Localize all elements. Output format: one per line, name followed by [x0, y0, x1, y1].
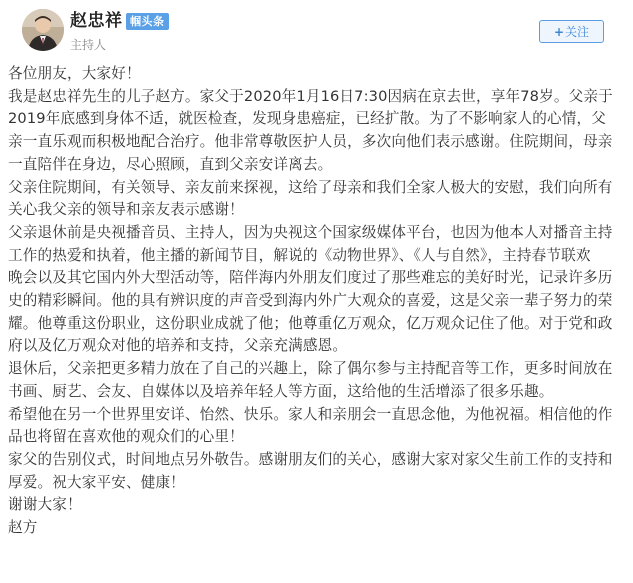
text-line: 关心我父亲的领导和亲友表示感谢！: [8, 201, 244, 219]
avatar-photo-icon: [22, 9, 64, 51]
text-line: 希望他在另一个世界里安详、怡然、快乐。家人和亲朋会一直思念他，为他祝福。相信他的作: [8, 405, 613, 423]
text-line: 退休后，父亲把更多精力放在了自己的兴趣上，除了偶尔参与主持配音等工作，更多时间放在: [8, 360, 613, 378]
text-line: 各位朋友，大家好！: [8, 65, 141, 82]
text-line: 厚爱。祝大家平安、健康！: [8, 473, 185, 491]
text-line: 史的精彩瞬间。他的具有辨识度的声音受到海内外广大观众的喜爱，这是父亲一辈子努力的荣: [8, 292, 613, 310]
text-line: 父亲退休前是央视播音员、主持人，因为央视这个国家级媒体平台，也因为他本人对播音主持: [8, 223, 613, 241]
follow-button[interactable]: [539, 20, 604, 43]
author-name[interactable]: 赵忠祥: [70, 11, 123, 31]
article-body: [8, 63, 628, 540]
text-line: 工作的热爱和执着，他主播的新闻节目，解说的《动物世界》、《人与自然》，主持春节联欢: [8, 246, 591, 264]
text-line: 亲一直乐观而积极地配合治疗。他非常尊敬医护人员，多次向他们表示感谢。住院期间，母亲: [8, 133, 613, 151]
text-line: 耀。他尊重这份职业，这份职业成就了他；他尊重亿万观众，亿万观众记住了他。对于党和政: [8, 314, 613, 332]
text-line: 我是赵忠祥先生的儿子赵方。家父于2020年1月16日7:30因病在京去世，享年78岁。父亲于: [8, 87, 613, 105]
author-header: [0, 0, 633, 60]
plus-icon: +: [553, 25, 565, 39]
follow-label: 关注: [565, 25, 590, 39]
headline-badge: 帼头条: [126, 13, 169, 30]
text-line: 书画、厨艺、会友、自媒体以及培养年轻人等方面，这给他的生活增添了很多乐趣。: [8, 382, 554, 400]
text-line: 晚会以及其它国内外大型活动等，陪伴海内外朋友们度过了那些难忘的美好时光，记录许多历: [8, 269, 613, 287]
author-role: 主持人: [70, 38, 107, 52]
text-line: 府以及亿万观众对他的培养和支持，父亲充满感恩。: [8, 337, 348, 355]
text-line: 品也将留在喜欢他的观众们的心里！: [8, 428, 244, 446]
text-line: 赵方: [8, 519, 38, 537]
text-line: 一直陪伴在身边，尽心照顾，直到父亲安详离去。: [8, 155, 333, 173]
text-line: 2019年底感到身体不适，就医检查，发现身患癌症，已经扩散。为了不影响家人的心情，父: [8, 110, 607, 128]
text-line: 谢谢大家！: [8, 496, 82, 514]
text-line: 父亲住院期间，有关领导、亲友前来探视，这给了母亲和我们全家人极大的安慰，我们向所有: [8, 178, 613, 196]
text-line: 家父的告别仪式，时间地点另外敬告。感谢朋友们的关心，感谢大家对家父生前工作的支持和: [8, 450, 613, 468]
avatar[interactable]: [22, 9, 64, 51]
